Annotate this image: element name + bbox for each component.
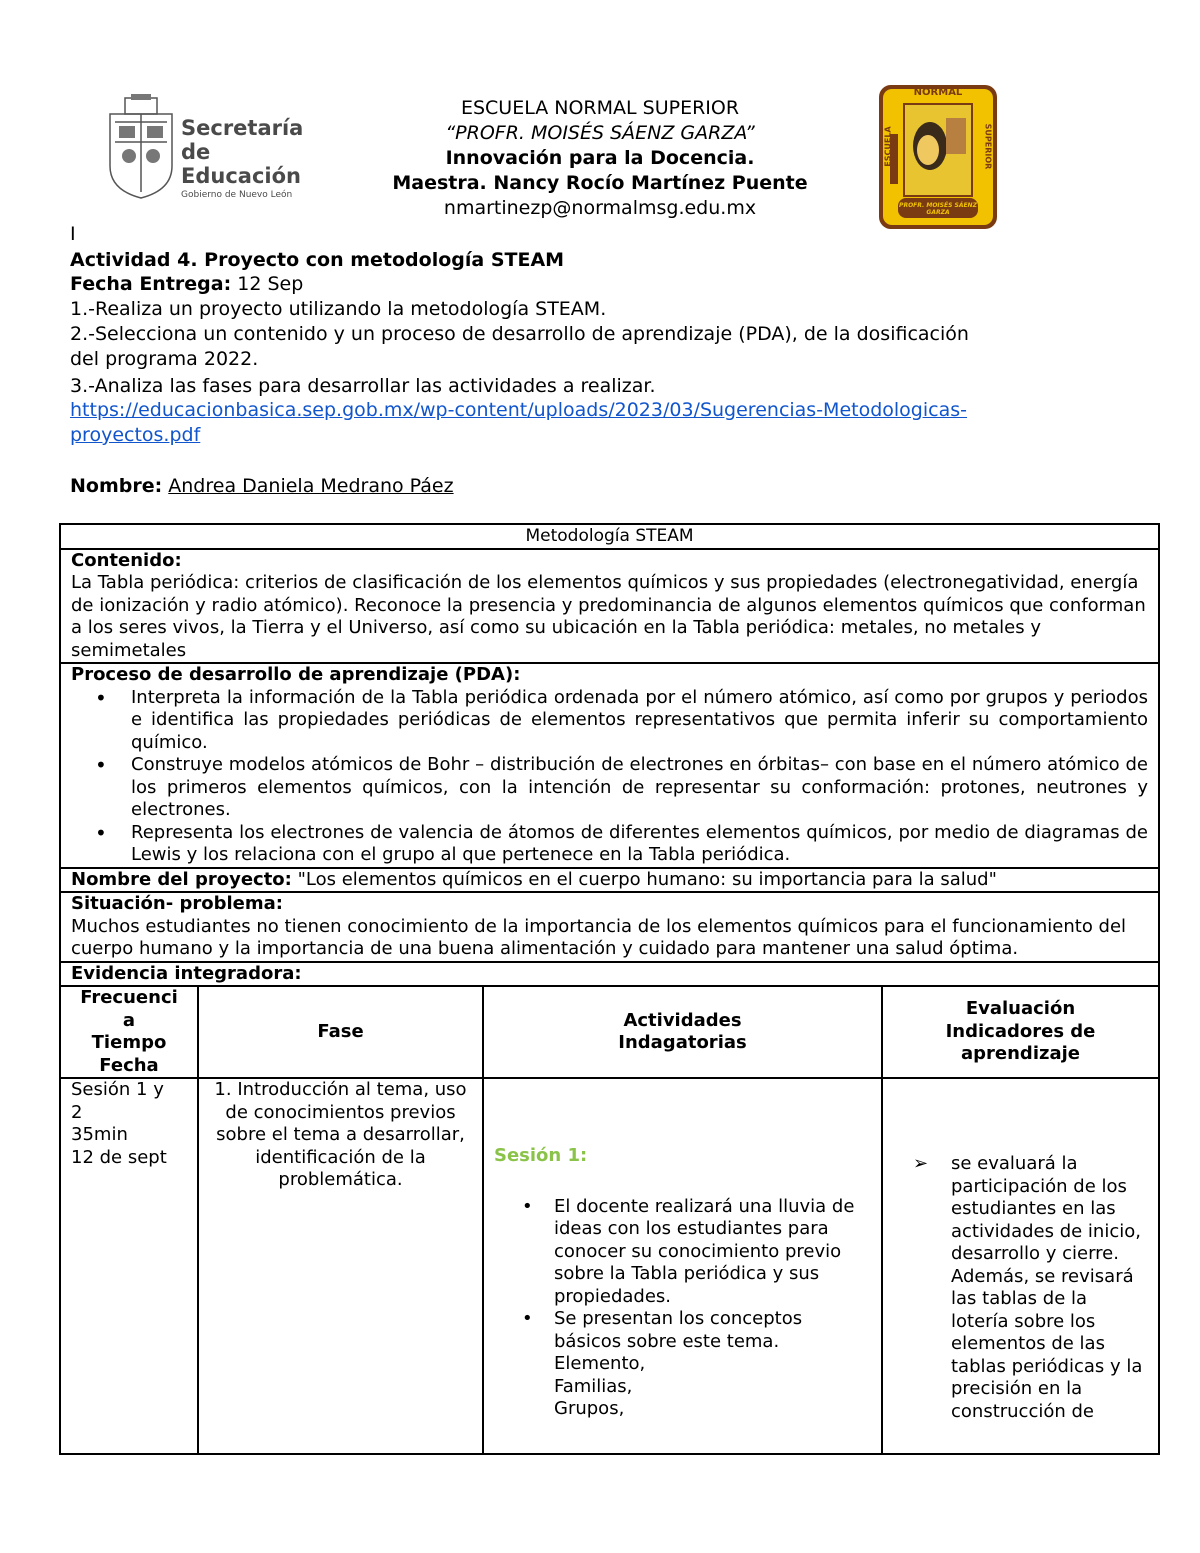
teacher-email: nmartinezp@normalmsg.edu.mx [443, 197, 757, 219]
pda-list [71, 687, 1148, 867]
school-name: “PROFR. MOISÉS SÁENZ GARZA” [445, 122, 755, 144]
header-text: Actividades [623, 1009, 742, 1031]
instruction-1: 1.-Realiza un proyecto utilizando la metodología STEAM. [70, 298, 607, 320]
instruction-2a: 2.-Selecciona un contenido y un proceso de desarrollo de aprendizaje (PDA), de la dosificación [70, 323, 969, 345]
header-text: a [122, 1009, 136, 1031]
session-time: 35min [71, 1124, 128, 1145]
situation-cell [60, 892, 1159, 962]
steam-table [59, 523, 1160, 1455]
activity-item: • Se presentan los conceptos básicos sobre este tema. [554, 1308, 871, 1353]
pda-item: • Construye modelos atómicos de Bohr – distribución de electrones en órbitas– con base en el número atómico de los primeros elementos químicos, con la intención de representar su conformación: protones, neutrones y electrones. [131, 754, 1148, 822]
session-label: Sesión 1 y [71, 1079, 164, 1100]
logo-escuela-text: ESCUELA [883, 126, 893, 167]
evidence-row [60, 962, 1159, 987]
student-name [70, 474, 454, 499]
table-title-row [60, 524, 1159, 549]
school-title: ESCUELA NORMAL SUPERIOR [460, 97, 740, 119]
due-date-value: 12 Sep [237, 273, 304, 295]
logo-normal-text: NORMAL [913, 87, 963, 98]
pda-item: • Interpreta la información de la Tabla periódica ordenada por el número atómico, así como por grupos y periodos e identifica las propiedades periódicas de elementos representativos que permita inferir su comportamiento químico. [131, 687, 1148, 755]
student-name-value: Andrea Daniela Medrano Páez [168, 475, 454, 497]
concept-item: Grupos, [554, 1398, 625, 1419]
activities-cell [483, 1078, 882, 1454]
column-header-evaluation [882, 986, 1159, 1078]
project-name-row [60, 868, 1159, 893]
phase-cell: 1. Introducción al tema, uso de conocimientos previos sobre el tema a desarrollar, identificación de la problemática. [198, 1078, 483, 1454]
logo-superior-text: SUPERIOR [983, 123, 993, 170]
pda-row [60, 663, 1159, 868]
activity-session-label: Sesión 1: [494, 1145, 588, 1166]
instruction-2b: del programa 2022. [70, 348, 259, 370]
column-header-phase: Fase [198, 986, 483, 1078]
concept-item: Familias, [554, 1375, 633, 1397]
column-header-activities [483, 986, 882, 1078]
session-label-2: 2 [71, 1101, 83, 1123]
resource-link-continued[interactable]: proyectos.pdf [70, 424, 201, 446]
project-name-cell [60, 868, 1159, 893]
header-text: Frecuenci [80, 987, 178, 1008]
pda-cell [60, 663, 1159, 868]
pda-item: • Representa los electrones de valencia de átomos de diferentes elementos químicos, por medio de diagramas de Lewis y los relaciona con el grupo al que pertenece en la Tabla periódica. [131, 822, 1148, 867]
pda-label: Proceso de desarrollo de aprendizaje (PDA): [71, 664, 521, 685]
table-title: Metodología STEAM [60, 524, 1159, 549]
header-text: Indicadores de [945, 1020, 1096, 1042]
evaluation-cell [882, 1078, 1159, 1454]
secretaria-educacion-logo [105, 92, 330, 202]
content-cell [60, 549, 1159, 664]
logo-text-line3: Gobierno de Nuevo León [181, 190, 293, 200]
content-text: La Tabla periódica: criterios de clasificación de los elementos químicos y sus propiedades (electronegatividad, energía de ionización y radio atómico). Reconoce la presencia y predominancia de algunos elementos químicos que conforman a los seres vivos, la Tierra y el Universo, así como su ubicación en la Tabla periódica: metales, no metales y semimetales [71, 572, 1146, 661]
due-date [70, 272, 303, 297]
project-name-value: "Los elementos químicos en el cuerpo humano: su importancia para la salud" [297, 868, 997, 890]
header-text: Evaluación [965, 998, 1076, 1020]
header-text: Indagatorias [618, 1032, 747, 1053]
school-header [300, 96, 900, 221]
column-header-row [60, 986, 1159, 1078]
teacher-name: Maestra. Nancy Rocío Martínez Puente [392, 172, 808, 194]
situation-text: Muchos estudiantes no tienen conocimiento de la importancia de los elementos químicos para el funcionamiento del cuerpo humano y la importancia de una buena alimentación y cuidado para mantener una salud óptima. [71, 915, 1127, 959]
evaluation-item: ➢ se evaluará la participación de los estudiantes en las actividades de inicio, desarrollo y cierre. Además, se revisará las tablas de la lotería sobre los elementos de las tablas periódicas y la precisión en la construcción de [951, 1153, 1148, 1423]
evidence-label: Evidencia integradora: [60, 962, 1159, 987]
table-row [60, 1078, 1159, 1454]
activity-list [494, 1196, 871, 1354]
school-subtitle: Innovación para la Docencia. [445, 147, 755, 169]
header-text: aprendizaje [961, 1043, 1080, 1065]
content-label: Contenido: [71, 549, 182, 571]
header-text: Fecha [99, 1054, 159, 1076]
concept-list [494, 1353, 871, 1421]
session-cell [60, 1078, 198, 1454]
instruction-3: 3.-Analiza las fases para desarrollar las actividades a realizar. [70, 375, 656, 397]
column-header-frequency [60, 986, 198, 1078]
situation-label: Situación- problema: [71, 893, 283, 914]
session-date: 12 de sept [71, 1146, 167, 1168]
logo-bottom-text: PROFR. MOISÉS SÁENZ GARZA [899, 202, 977, 216]
header-text: Tiempo [91, 1032, 167, 1053]
logo-text-line1: Secretaría [181, 116, 304, 140]
content-row [60, 549, 1159, 664]
project-name-label: Nombre del proyecto: [71, 868, 292, 890]
text-cursor-mark: I [70, 223, 76, 245]
resource-link[interactable]: https://educacionbasica.sep.gob.mx/wp-content/uploads/2023/03/Sugerencias-Metodologicas- [70, 399, 967, 421]
student-name-label: Nombre: [70, 475, 163, 497]
logo-text-line2: de Educación [181, 140, 301, 188]
evaluation-list [893, 1153, 1148, 1423]
activity-item: • El docente realizará una lluvia de ideas con los estudiantes para conocer su conocimiento previo sobre la Tabla periódica y sus propiedades. [554, 1196, 871, 1309]
escuela-normal-logo [878, 84, 998, 230]
activity-title: Actividad 4. Proyecto con metodología STEAM [70, 249, 565, 271]
situation-row [60, 892, 1159, 962]
due-date-label: Fecha Entrega: [70, 273, 232, 295]
concept-item: Elemento, [554, 1353, 646, 1374]
